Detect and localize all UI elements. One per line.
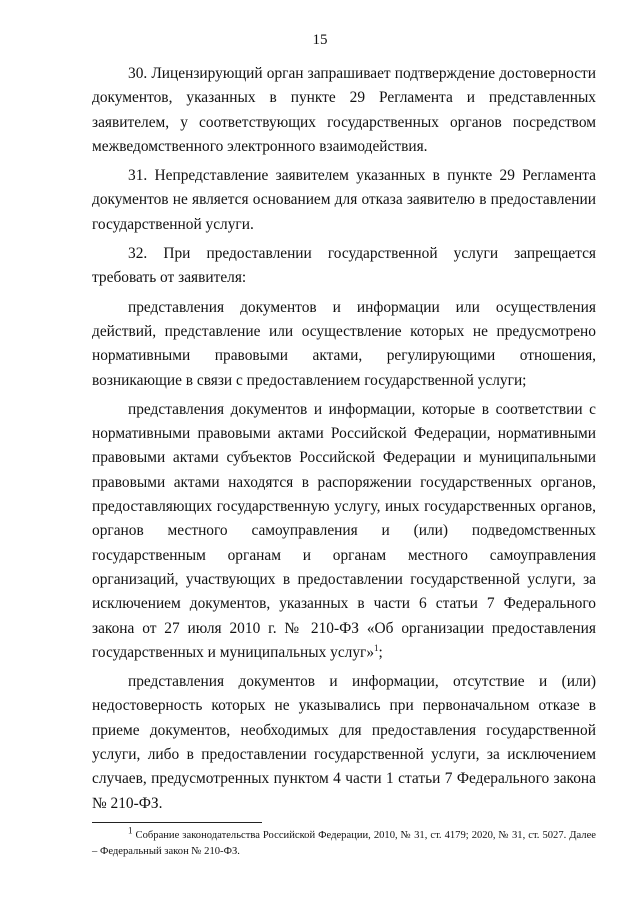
footnote — [92, 825, 596, 860]
paragraph-31: 31. Непредставление заявителем указанных в пункте 29 Регламента документов не является основанием для отказа заявителю в предоставлении государственной услуги. — [92, 167, 596, 233]
document-body — [92, 62, 596, 818]
footnote-reference: 1 — [374, 642, 379, 653]
paragraph-30: 30. Лицензирующий орган запрашивает подтверждение достоверности документов, указанных в пункте 29 Регламента и представленных заявителем, у соответствующих государственных органов посредством межведомственного электронного взаимодействия. — [92, 65, 596, 155]
paragraph-prohibition-3: представления документов и информации, отсутствие и (или) недостоверность которых не указывались при первоначальном отказе в приеме документов, необходимых для предоставления государственной услуги, либо в предоставлении государственной услуги, за исключением случаев, предусмотренных пунктом 4 части 1 статьи 7 Федерального закона № 210-ФЗ. — [92, 673, 596, 812]
footnote-divider — [92, 822, 262, 823]
paragraph-prohibition-1: представления документов и информации или осуществления действий, представление или осуществление которых не предусмотрено нормативными правовыми актами, регулирующими отношения, возникающие в связи с предоставлением государственной услуги; — [92, 298, 596, 389]
paragraph-prohibition-2 — [92, 398, 596, 665]
paragraph-prohibition-2-text: представления документов и информации, которые в соответствии с нормативными правовыми актами Российской Федерации, нормативными правовыми актами субъектов Российской Федерации и муниципальными правовыми актами находятся в распоряжении государственных органов, предоставляющих государственную услугу, иных государственных органов, органов местного самоуправления и (или) подведомственных государственным органам и органам местного самоуправления организаций, участвующих в предоставлении государственной услуги, за исключением документов, указанных в части 6 статьи 7 Федерального закона от 27 июля 2010 г. № 210-ФЗ «Об организации предоставления государственных и муниципальных услуг» — [92, 400, 596, 661]
page-number: 15 — [312, 32, 328, 48]
footnote-marker: 1 — [128, 825, 133, 836]
footnote-text: Собрание законодательства Российской Федерации, 2010, № 31, ст. 4179; 2020, № 31, ст. 5027. Далее – Федеральный закон № 210-ФЗ. — [92, 830, 596, 857]
paragraph-32: 32. При предоставлении государственной услуги запрещается требовать от заявителя: — [92, 245, 596, 287]
paragraph-prohibition-2-end: ; — [378, 643, 383, 661]
